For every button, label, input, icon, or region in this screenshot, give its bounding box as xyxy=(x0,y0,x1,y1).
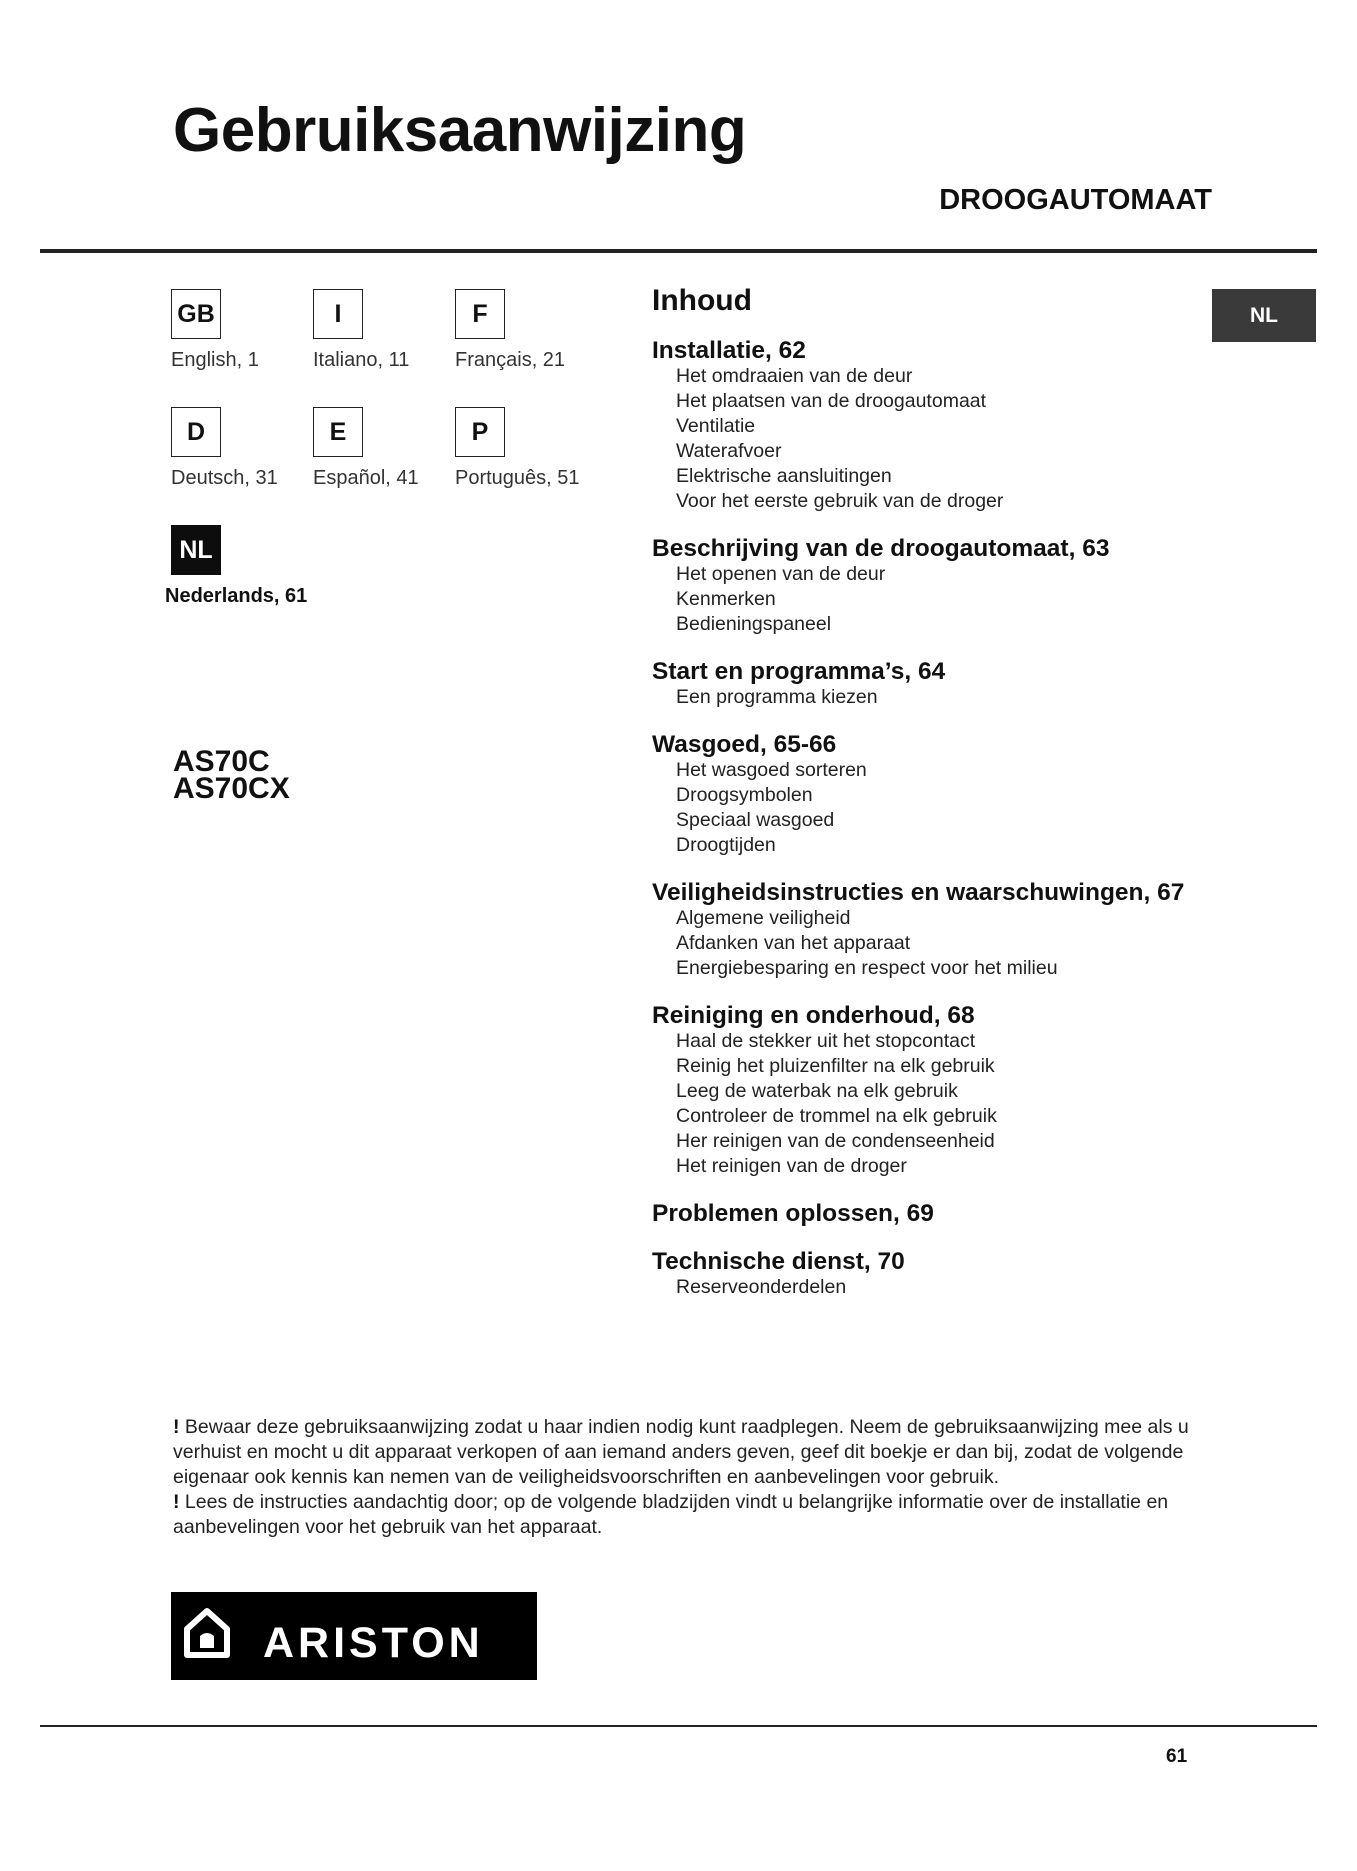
table-of-contents xyxy=(652,338,1212,1322)
toc-item: Leeg de waterbak na elk gebruik xyxy=(676,1080,958,1102)
toc-section xyxy=(652,732,1212,858)
toc-section-title: Veiligheidsinstructies en waarschuwingen, 67 xyxy=(652,879,1185,906)
language-gb xyxy=(171,289,311,372)
toc-item: Ventilatie xyxy=(676,415,756,437)
language-label: Español, 41 xyxy=(313,467,419,489)
toc-item: Haal de stekker uit het stopcontact xyxy=(676,1030,976,1052)
language-nl xyxy=(165,525,311,608)
toc-item-list xyxy=(652,1275,1212,1300)
language-f xyxy=(455,289,595,372)
toc-item: Controleer de trommel na elk gebruik xyxy=(676,1105,997,1127)
note-text: Bewaar deze gebruiksaanwijzing zodat u haar indien nodig kunt raadplegen. Neem de gebruiksaanwijzing mee als u verhuist en mocht u dit apparaat verkopen of aan iemand anders geven, geef dit boekje er dan bij, zodat de volgende eigenaar ook kennis kan nemen van de veiligheidsvoorschriften en aanbevelingen voor gebruik. xyxy=(173,1416,1189,1488)
note xyxy=(173,1415,1193,1490)
brand-logo-svg xyxy=(171,1592,537,1680)
toc-item: Waterafvoer xyxy=(676,440,782,462)
language-label: English, 1 xyxy=(171,349,259,371)
language-code-box: E xyxy=(313,407,363,457)
language-code-box: D xyxy=(171,407,221,457)
language-label: Français, 21 xyxy=(455,349,566,371)
note xyxy=(173,1490,1193,1540)
toc-section xyxy=(652,1003,1212,1179)
toc-item: Voor het eerste gebruik van de droger xyxy=(676,490,1004,512)
toc-section-title: Beschrijving van de droogautomaat, 63 xyxy=(652,535,1110,562)
language-code-box: F xyxy=(455,289,505,339)
language-code-box: GB xyxy=(171,289,221,339)
page-number: 61 xyxy=(1166,1746,1188,1767)
toc-item: Het plaatsen van de droogautomaat xyxy=(676,390,987,412)
toc-item-list xyxy=(652,1029,1212,1179)
toc-item: Speciaal wasgoed xyxy=(676,809,835,831)
toc-section xyxy=(652,338,1212,514)
ariston-logo xyxy=(171,1592,537,1680)
toc-item: Afdanken van het apparaat xyxy=(676,932,911,954)
toc-item: Reserveonderdelen xyxy=(676,1276,847,1298)
toc-item-list xyxy=(652,364,1212,514)
toc-item: Het reinigen van de droger xyxy=(676,1155,907,1177)
toc-item-list xyxy=(652,758,1212,858)
toc-item-list xyxy=(652,906,1212,981)
language-label: Nederlands, 61 xyxy=(165,585,308,607)
language-p xyxy=(455,407,595,490)
toc-item: Energiebesparing en respect voor het milieu xyxy=(676,957,1058,979)
toc-item: Bedieningspaneel xyxy=(676,613,832,635)
language-e xyxy=(313,407,453,490)
language-label: Deutsch, 31 xyxy=(171,467,278,489)
toc-item: Het omdraaien van de deur xyxy=(676,365,913,387)
language-label: Português, 51 xyxy=(455,467,580,489)
product-type: DROOGAUTOMAAT xyxy=(939,184,1212,216)
toc-item: Reinig het pluizenfilter na elk gebruik xyxy=(676,1055,995,1077)
language-code-box: I xyxy=(313,289,363,339)
toc-heading: Inhoud xyxy=(652,284,752,317)
warning-mark: ! xyxy=(173,1416,180,1438)
bottom-divider xyxy=(40,1725,1317,1727)
toc-section-title: Reiniging en onderhoud, 68 xyxy=(652,1002,975,1029)
toc-item: Droogtijden xyxy=(676,834,776,856)
toc-item: Her reinigen van de condenseenheid xyxy=(676,1130,995,1152)
page-title: Gebruiksaanwijzing xyxy=(173,96,747,165)
toc-section xyxy=(652,880,1212,981)
toc-item: Droogsymbolen xyxy=(676,784,813,806)
note-text: Lees de instructies aandachtig door; op de volgende bladzijden vindt u belangrijke informatie over de installatie en aanbevelingen voor het gebruik van het apparaat. xyxy=(173,1491,1169,1538)
toc-item: Algemene veiligheid xyxy=(676,907,851,929)
language-code-box: NL xyxy=(171,525,221,575)
toc-section xyxy=(652,659,1212,710)
language-tab: NL xyxy=(1212,289,1316,342)
notes xyxy=(173,1415,1193,1540)
toc-item: Kenmerken xyxy=(676,588,776,610)
model-numbers xyxy=(173,745,290,805)
language-d xyxy=(171,407,311,490)
toc-section xyxy=(652,1201,1212,1227)
toc-item-list xyxy=(652,685,1212,710)
home-icon-door xyxy=(200,1633,214,1648)
language-i xyxy=(313,289,453,372)
toc-item: Het openen van de deur xyxy=(676,563,886,585)
toc-section-title: Technische dienst, 70 xyxy=(652,1248,905,1275)
toc-item: Het wasgoed sorteren xyxy=(676,759,867,781)
toc-section xyxy=(652,536,1212,637)
toc-section-title: Wasgoed, 65-66 xyxy=(652,731,837,758)
warning-mark: ! xyxy=(173,1491,180,1513)
model-number: AS70CX xyxy=(173,772,290,805)
brand-name: ARISTON xyxy=(263,1619,484,1667)
toc-item: Elektrische aansluitingen xyxy=(676,465,892,487)
toc-section-title: Problemen oplossen, 69 xyxy=(652,1200,934,1227)
language-label: Italiano, 11 xyxy=(313,349,410,371)
language-code-box: P xyxy=(455,407,505,457)
toc-section-title: Start en programma’s, 64 xyxy=(652,658,946,685)
toc-item: Een programma kiezen xyxy=(676,686,878,708)
toc-item-list xyxy=(652,562,1212,637)
toc-section xyxy=(652,1249,1212,1300)
model-number: AS70C xyxy=(173,745,270,778)
top-divider xyxy=(40,249,1317,253)
toc-section-title: Installatie, 62 xyxy=(652,337,806,364)
